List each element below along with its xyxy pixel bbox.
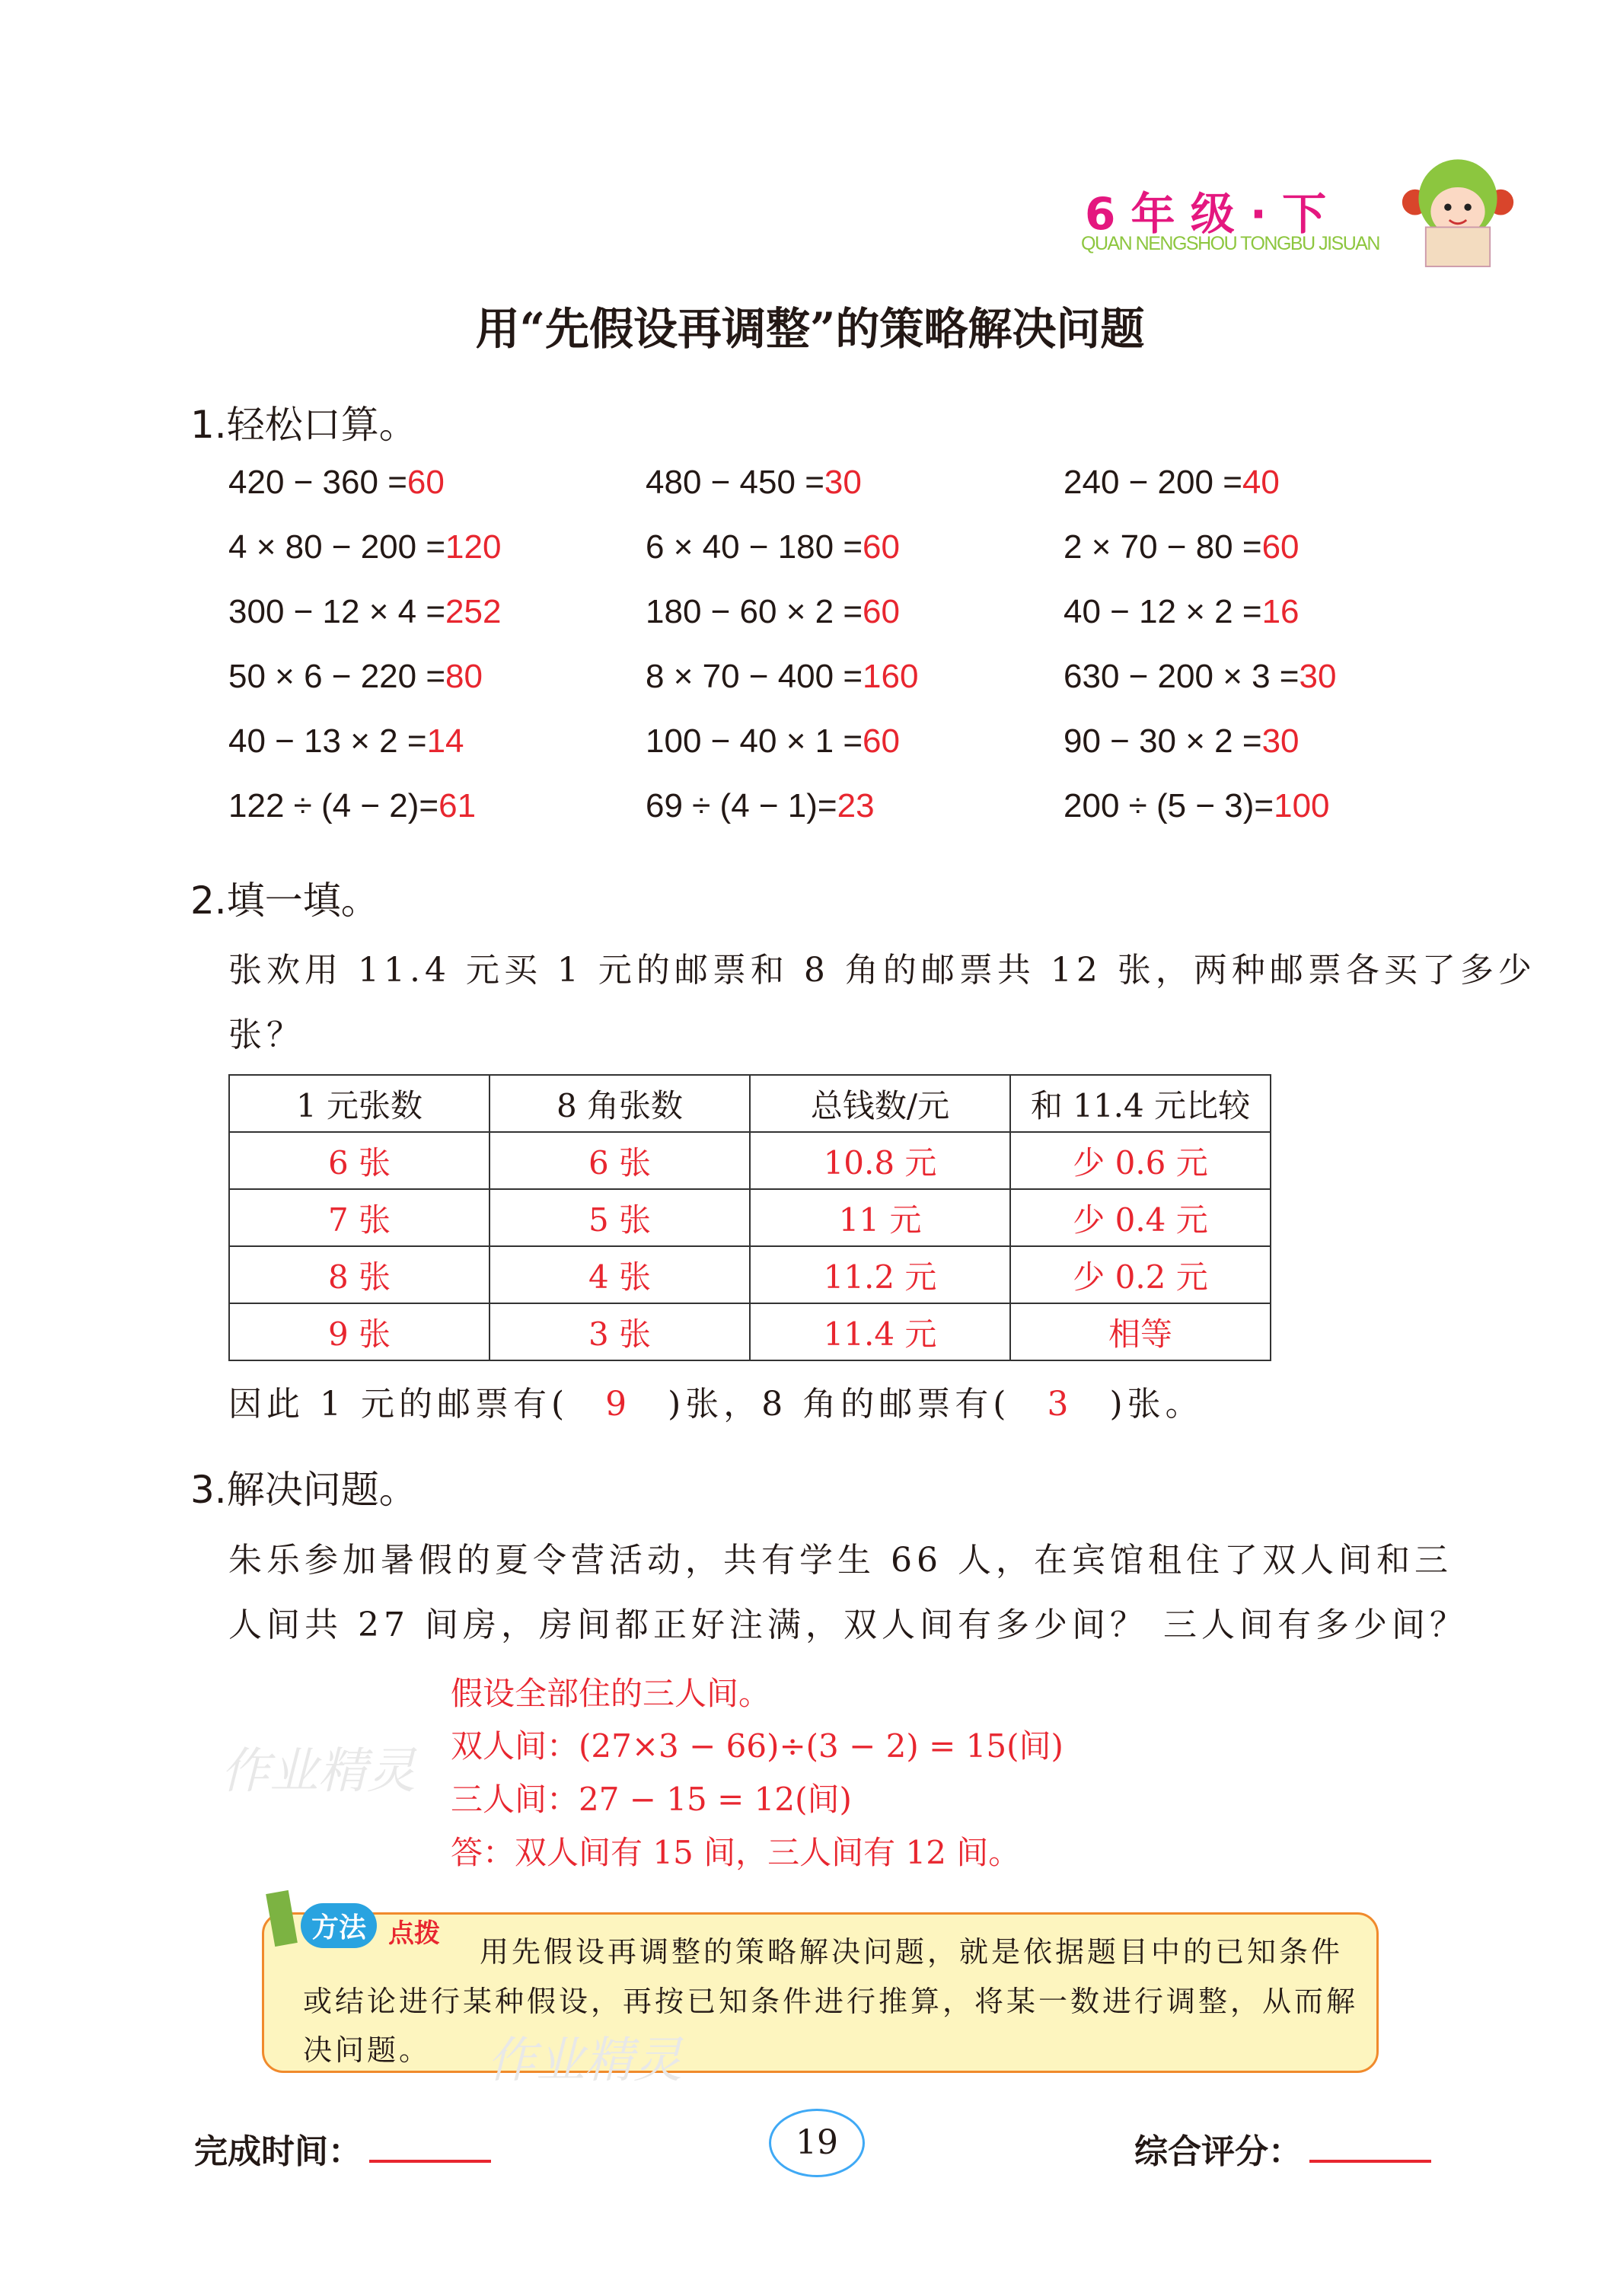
calc-item bbox=[1064, 787, 1330, 825]
calc-question: 480 − 450 = bbox=[646, 464, 824, 501]
solution-line: 答：双人间有 15 间，三人间有 12 间。 bbox=[451, 1834, 1021, 1871]
calc-answer: 23 bbox=[837, 787, 875, 824]
problem3-text: 朱乐参加暑假的夏令营活动，共有学生 66 人，在宾馆租住了双人间和三 bbox=[228, 1541, 1453, 1580]
calc-item bbox=[646, 722, 900, 761]
watermark: 作业精灵 bbox=[487, 2033, 682, 2089]
conclusion-text: )张。 bbox=[1109, 1385, 1204, 1424]
calc-answer: 30 bbox=[1299, 658, 1337, 695]
calc-item bbox=[228, 658, 483, 696]
calc-answer: 60 bbox=[1261, 528, 1300, 566]
table-row bbox=[229, 1189, 1271, 1246]
calc-question: 630 − 200 × 3 = bbox=[1064, 658, 1300, 695]
table-header-row bbox=[229, 1075, 1271, 1132]
calc-question: 100 − 40 × 1 = bbox=[646, 722, 863, 760]
tip-text: 用先假设再调整的策略解决问题，就是依据题目中的已知条件 bbox=[480, 1935, 1344, 1969]
calc-item bbox=[1064, 593, 1300, 631]
calc-question: 300 − 12 × 4 = bbox=[228, 593, 446, 630]
table-header: 和 11.4 元比较 bbox=[1010, 1075, 1271, 1132]
calc-item bbox=[1064, 658, 1336, 696]
time-label: 完成时间： bbox=[194, 2132, 362, 2171]
method-badge bbox=[255, 1880, 445, 1949]
completion-time bbox=[194, 2124, 491, 2173]
problem2-text: 张欢用 11.4 元买 1 元的邮票和 8 角的邮票共 12 张，两种邮票各买了多少 bbox=[228, 951, 1536, 990]
calc-question: 240 − 200 = bbox=[1064, 464, 1242, 501]
table-cell: 6 张 bbox=[229, 1132, 490, 1189]
calc-question: 122 ÷ (4 − 2)= bbox=[228, 787, 439, 824]
calc-item bbox=[1064, 528, 1300, 566]
calc-answer: 60 bbox=[863, 722, 900, 760]
score-label: 综合评分： bbox=[1134, 2132, 1302, 2171]
calc-item bbox=[228, 722, 464, 761]
time-blank[interactable] bbox=[369, 2160, 491, 2163]
problem2-text: 张？ bbox=[228, 1016, 305, 1054]
calc-answer: 60 bbox=[407, 464, 445, 501]
problem3-text: 人间共 27 间房，房间都正好注满，双人间有多少间？ 三人间有多少间？ bbox=[228, 1606, 1468, 1644]
calc-answer: 252 bbox=[445, 593, 502, 630]
table-header: 8 角张数 bbox=[490, 1075, 750, 1132]
calc-answer: 160 bbox=[863, 658, 919, 695]
calc-answer: 60 bbox=[863, 593, 900, 630]
section1-heading: 1.轻松口算。 bbox=[190, 403, 417, 447]
tip-text: 决问题。 bbox=[303, 2033, 432, 2067]
table-cell: 3 张 bbox=[490, 1303, 750, 1360]
table-row bbox=[229, 1132, 1271, 1189]
table-cell: 4 张 bbox=[490, 1246, 750, 1303]
calc-question: 69 ÷ (4 − 1)= bbox=[646, 787, 837, 824]
calc-question: 420 − 360 = bbox=[228, 464, 407, 501]
page-number: 19 bbox=[769, 2109, 865, 2177]
table-row bbox=[229, 1246, 1271, 1303]
calc-answer: 16 bbox=[1261, 593, 1300, 630]
calc-answer: 61 bbox=[438, 787, 477, 824]
calc-item bbox=[646, 658, 918, 696]
conclusion bbox=[228, 1376, 1204, 1425]
conclusion-text: )张，8 角的邮票有( bbox=[668, 1385, 1011, 1424]
table-cell: 11 元 bbox=[750, 1189, 1010, 1246]
stamp-table bbox=[228, 1074, 1271, 1361]
badge-label: 点拨 bbox=[388, 1918, 440, 1949]
calc-question: 6 × 40 − 180 = bbox=[646, 528, 863, 566]
section2-heading: 2.填一填。 bbox=[190, 879, 379, 923]
table-cell: 少 0.4 元 bbox=[1010, 1189, 1271, 1246]
page-title: 用“先假设再调整”的策略解决问题 bbox=[475, 303, 1145, 355]
grade-label: 6 年 级 · 下 bbox=[1085, 188, 1327, 240]
overall-score bbox=[1134, 2124, 1431, 2173]
calc-item bbox=[646, 593, 900, 631]
calc-question: 180 − 60 × 2 = bbox=[646, 593, 863, 630]
section3-heading: 3.解决问题。 bbox=[190, 1468, 417, 1512]
series-name: QUAN NENGSHOU TONGBU JISUAN bbox=[1081, 233, 1379, 254]
calc-answer: 14 bbox=[426, 722, 464, 760]
table-cell: 10.8 元 bbox=[750, 1132, 1010, 1189]
calc-item bbox=[1064, 722, 1300, 761]
calc-answer: 30 bbox=[1261, 722, 1300, 760]
calc-question: 90 − 30 × 2 = bbox=[1064, 722, 1262, 760]
conclusion-text: 因此 1 元的邮票有( bbox=[228, 1385, 569, 1424]
table-header: 1 元张数 bbox=[229, 1075, 490, 1132]
calc-question: 2 × 70 − 80 = bbox=[1064, 528, 1262, 566]
calc-item bbox=[646, 787, 875, 825]
solution-line: 三人间：27 − 15 = 12(间) bbox=[451, 1781, 852, 1818]
calc-question: 40 − 12 × 2 = bbox=[1064, 593, 1262, 630]
calc-answer: 30 bbox=[824, 464, 862, 501]
calc-question: 8 × 70 − 400 = bbox=[646, 658, 863, 695]
badge-label: 方法 bbox=[301, 1903, 377, 1948]
table-header: 总钱数/元 bbox=[750, 1075, 1010, 1132]
answer-1yuan: 9 bbox=[605, 1385, 632, 1424]
score-blank[interactable] bbox=[1309, 2160, 1431, 2163]
table-cell: 6 张 bbox=[490, 1132, 750, 1189]
calc-item bbox=[1064, 464, 1280, 502]
calc-answer: 80 bbox=[445, 658, 483, 695]
calc-answer: 100 bbox=[1274, 787, 1330, 824]
table-cell: 9 张 bbox=[229, 1303, 490, 1360]
calc-answer: 120 bbox=[445, 528, 502, 566]
calc-item bbox=[646, 528, 900, 566]
watermark: 作业精灵 bbox=[221, 1743, 416, 1800]
tip-text: 或结论进行某种假设，再按已知条件进行推算，将某一数进行调整，从而解 bbox=[303, 1985, 1359, 2018]
calc-answer: 40 bbox=[1242, 464, 1280, 501]
calc-question: 200 ÷ (5 − 3)= bbox=[1064, 787, 1274, 824]
calc-item bbox=[228, 528, 501, 566]
calc-question: 40 − 13 × 2 = bbox=[228, 722, 427, 760]
table-cell: 7 张 bbox=[229, 1189, 490, 1246]
calc-item bbox=[228, 593, 501, 631]
table-cell: 少 0.6 元 bbox=[1010, 1132, 1271, 1189]
calc-item bbox=[228, 464, 445, 502]
table-cell: 8 张 bbox=[229, 1246, 490, 1303]
solution-line: 双人间：(27×3 − 66)÷(3 − 2) = 15(间) bbox=[451, 1727, 1064, 1765]
table-row bbox=[229, 1303, 1271, 1360]
calc-item bbox=[646, 464, 862, 502]
table-cell: 相等 bbox=[1010, 1303, 1271, 1360]
table-cell: 11.2 元 bbox=[750, 1246, 1010, 1303]
solution-line: 假设全部住的三人间。 bbox=[451, 1675, 771, 1712]
table-cell: 11.4 元 bbox=[750, 1303, 1010, 1360]
calc-question: 50 × 6 − 220 = bbox=[228, 658, 446, 695]
calc-answer: 60 bbox=[863, 528, 900, 566]
mascot-icon bbox=[1401, 145, 1515, 274]
answer-8jiao: 3 bbox=[1047, 1385, 1073, 1424]
table-cell: 5 张 bbox=[490, 1189, 750, 1246]
calc-question: 4 × 80 − 200 = bbox=[228, 528, 446, 566]
table-cell: 少 0.2 元 bbox=[1010, 1246, 1271, 1303]
calc-item bbox=[228, 787, 476, 825]
